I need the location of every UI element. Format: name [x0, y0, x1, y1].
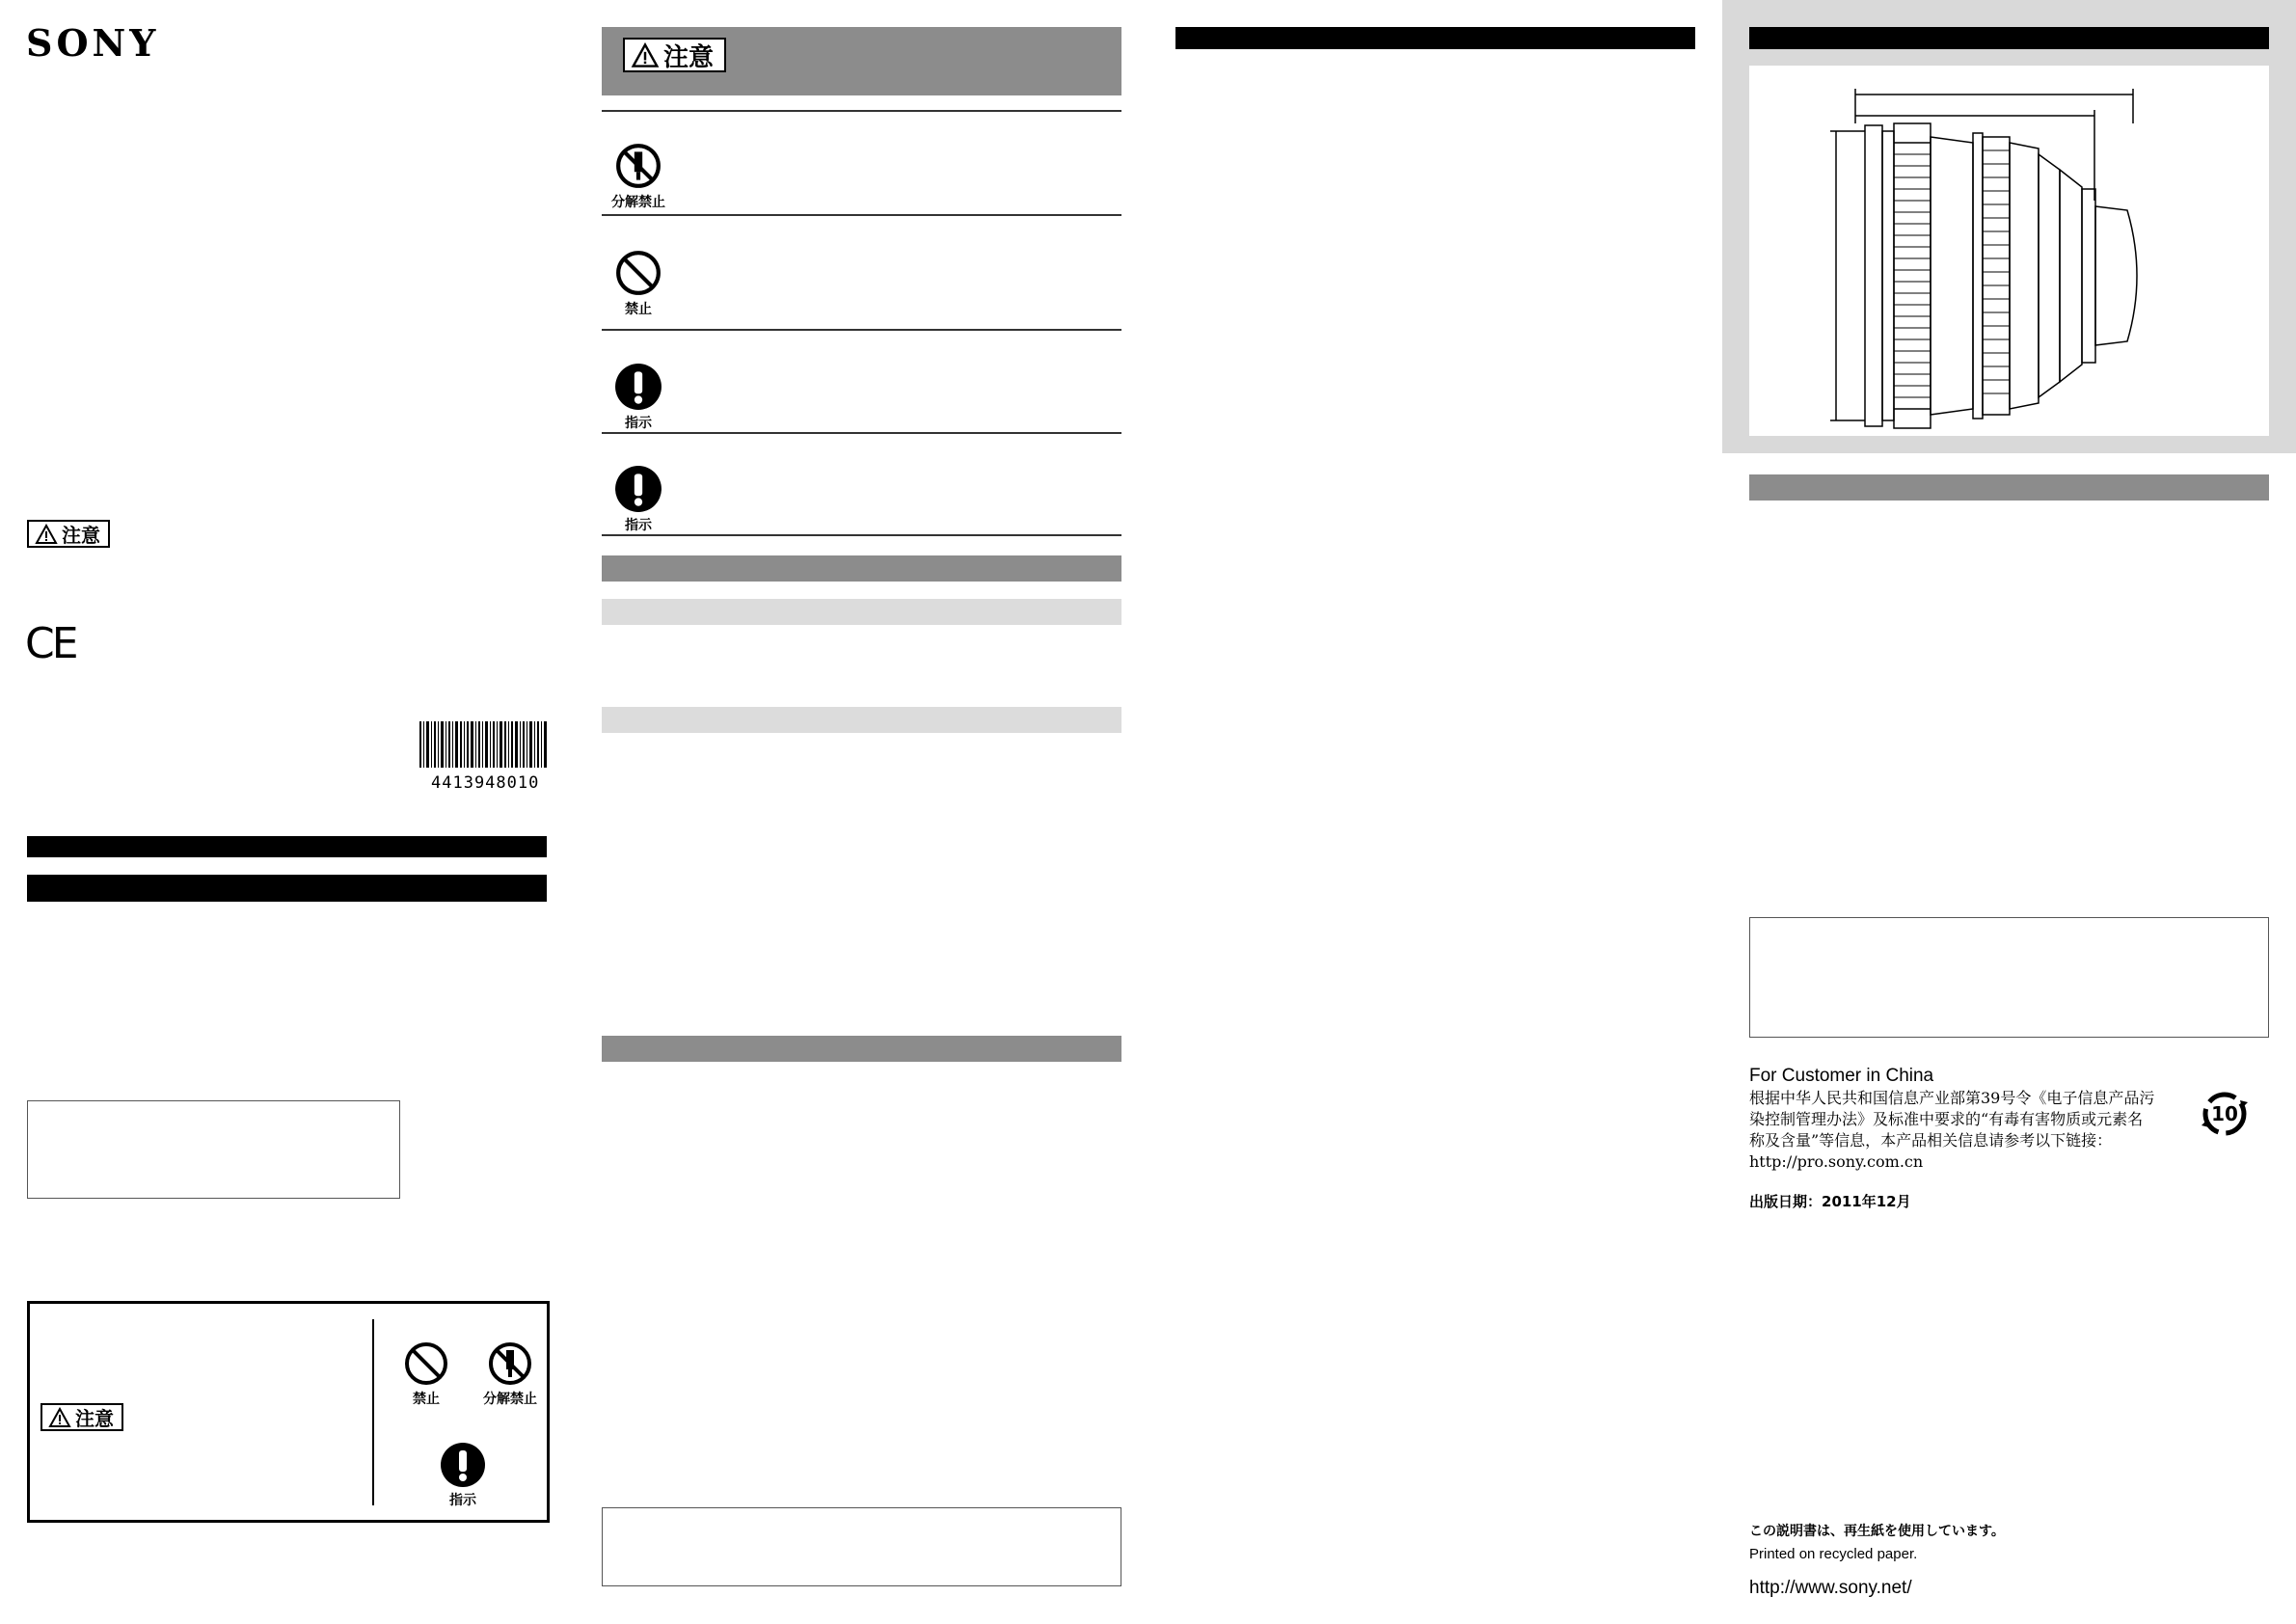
prohibited-label: 禁止	[413, 1392, 440, 1407]
section-header-bar	[602, 1036, 1121, 1062]
section-header-bar	[602, 555, 1121, 582]
instruction-symbol	[609, 465, 667, 534]
barcode	[419, 721, 548, 793]
note-box	[1749, 917, 2269, 1038]
divider	[602, 214, 1121, 216]
box-divider	[372, 1319, 374, 1505]
ce-mark: CE	[25, 619, 76, 668]
lens-diagram	[1749, 66, 2269, 436]
instruction-symbol	[609, 363, 667, 432]
efup-logo	[2198, 1087, 2252, 1141]
instruction-label: 指示	[625, 518, 652, 533]
no-disassembly-symbol	[600, 142, 677, 211]
warning-triangle-icon	[631, 42, 660, 68]
exclamation-icon	[440, 1442, 486, 1488]
no-disassembly-label: 分解禁止	[483, 1392, 537, 1407]
caution-summary-box	[27, 1301, 550, 1523]
section-header-bar	[1749, 474, 2269, 501]
efup-years: 10	[2211, 1102, 2238, 1125]
no-disassembly-label: 分解禁止	[611, 195, 665, 210]
barcode-graphic	[419, 721, 548, 768]
caution-badge	[41, 1403, 123, 1431]
section-header-bar	[27, 875, 547, 902]
lens-drawing	[1749, 66, 2269, 436]
barcode-number: 4413948010	[431, 773, 540, 793]
subsection-header-bar	[602, 599, 1121, 625]
caution-label: 注意	[75, 1407, 114, 1430]
china-notice	[1749, 1088, 2183, 1173]
subsection-header-bar	[602, 707, 1121, 733]
caution-label: 注意	[62, 524, 100, 547]
caution-header	[602, 27, 1121, 95]
no-disassembly-icon	[614, 142, 662, 190]
instruction-label: 指示	[449, 1493, 476, 1508]
china-notice-line: 根据中华人民共和国信息产业部第39号令《电子信息产品污	[1749, 1089, 2155, 1107]
recycled-notice-en: Printed on recycled paper.	[1749, 1546, 1918, 1562]
note-box	[27, 1100, 400, 1199]
prohibited-icon	[403, 1340, 449, 1387]
divider	[602, 329, 1121, 331]
caution-badge	[27, 520, 110, 548]
caution-badge	[623, 38, 726, 72]
recycle-10-icon	[2198, 1087, 2252, 1141]
exclamation-icon	[614, 363, 662, 411]
note-box	[602, 1507, 1121, 1586]
exclamation-icon	[614, 465, 662, 513]
china-title: For Customer in China	[1749, 1066, 1934, 1086]
no-disassembly-icon	[487, 1340, 533, 1387]
china-url: http://pro.sony.com.cn	[1749, 1152, 1924, 1171]
recycled-notice-jp: この説明書は、再生紙を使用しています。	[1749, 1524, 2005, 1539]
sony-website-link[interactable]: http://www.sony.net/	[1749, 1578, 1912, 1598]
caution-label: 注意	[663, 42, 715, 72]
divider	[602, 432, 1121, 434]
no-disassembly-symbol	[472, 1340, 549, 1408]
china-notice-line: 染控制管理办法》及标准中要求的“有毒有害物质或元素名	[1749, 1110, 2144, 1128]
section-header-bar	[1749, 27, 2269, 49]
warning-triangle-icon	[35, 524, 58, 545]
warning-triangle-icon	[48, 1407, 71, 1428]
prohibited-symbol	[609, 249, 667, 318]
section-header-bar	[27, 836, 547, 857]
prohibited-icon	[614, 249, 662, 297]
instruction-label: 指示	[625, 416, 652, 431]
divider	[602, 534, 1121, 536]
section-header-bar	[1175, 27, 1695, 49]
sony-logo: SONY	[26, 21, 160, 65]
publication-date: 出版日期：2011年12月	[1749, 1193, 1911, 1210]
instruction-symbol	[434, 1442, 492, 1509]
divider	[602, 110, 1121, 112]
prohibited-symbol	[397, 1340, 455, 1408]
china-notice-line: 称及含量”等信息，本产品相关信息请参考以下链接：	[1749, 1131, 2113, 1150]
prohibited-label: 禁止	[625, 302, 652, 317]
